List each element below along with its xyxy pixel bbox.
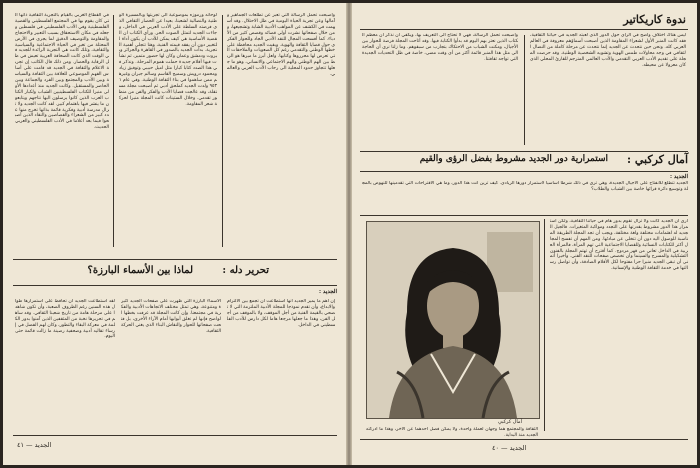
intro-rule [360,215,688,216]
top-column-2: واصبحت تحمل الرسالة، فهي لا تحتاج الى التعريف بها، ويكفي أن نذكر أن معظم الكتاب الذين نعتز بهم اليوم قد بدأوا الكتابة فيها. وقد أتاحت المجلة فرصة للحوار بين الأجيال، ومكنت الشباب من الاحتكاك بتجارب من سبقوهم. وما زلنا نرى أن الحاجة الى مثل هذا المنبر قائمة أكثر من أي وقت مضى، خاصة في ظل التحديات الجديدة التي تواجه ثقافتنا. [362,33,518,62]
right-page-folio: الجديد — ٤٠ [492,444,527,452]
left-page [3,3,346,465]
footer-rule [13,435,337,436]
left-page-folio: الجديد — ٤١ [17,441,52,449]
lower-column-1: لقد استطاعت الجديد أن تحافظ على استمرارها طوال هذه السنين رغم الظروف الصعبة، وأن تكون شاهدا على مرحلة هامة من تاريخ شعبنا الثقافي. وقد ساهم في تحريرها نخبة من المثقفين الذين آمنوا بدور الكلمة في معركة البقاء والتطور، وكان لهم الفضل في إرساء تقاليد أدبية وصحفية رصينة ما زالت قائمة حتى اليوم. [15,299,115,340]
headline-name: آمال كركبي : [626,153,688,166]
portrait-illustration [367,222,539,418]
section-rule [360,29,688,30]
headline-rule-top [360,151,688,152]
column-divider [544,219,545,431]
lower-column-2: الأسماء البارزة التي ظهرت على صفحات الجديد كثيرة ومتنوعة، وهي تمثل مختلف الاتجاهات الأدبية والفكرية في مجتمعنا. وإن كانت المجلة قد عرفت بخطها الواضح فإنها لم تغلق أبوابها أمام الآراء الأخرى، بل فتحت صفحاتها للحوار والنقاش البناء الذي يغني الحركة الثقافية. [121,299,221,334]
top-column-1: ليس هناك اختلاف واضح في الرأي حول الدور الذي لعبته الجديد في حياتنا الثقافية، فقد كانت المنبر الأول لشعراء المقاومة الذين أصبحت أسماؤهم معروفة في العالم العربي كله. ونحن حين نتحدث عن الجديد إنما نتحدث عن مرحلة كاملة من النضال الثقافي في وجه محاولات طمس الهوية وتشويه الشخصية الوطنية. وقد حرصت المجلة على تقديم الأدب العربي التقدمي والأدب العالمي المترجم للقارئ المحلي الذي كان معزولا عن محيطه. [530,33,686,68]
column-divider [524,35,525,145]
intro-text: الجديد تتطلع للانفتاح على الأجيال الجديدة، وهي ترى في ذلك شرطا أساسيا لاستمرار دورها الريادي. كيف ترين أنت هذا الدور، وما هي الاقتراحات التي تقدمينها للنهوض بالمجلة وتوسيع دائرة قرائها خاصة بين الشباب والطلاب؟ [362,181,688,192]
column-divider [113,15,114,247]
headline-rule-bottom [360,171,688,172]
column-divider [222,15,223,247]
bottom-text: الثقافة والمجتمع هما وجهان لعملة واحدة، ولا يمكن فصل أحدهما عن الآخر، وهذا ما أدركته الجديد منذ البداية. [366,427,538,437]
banner-title: لماذا بين الأسماء البارزة؟ [87,265,193,276]
banner-rule-top [13,259,337,260]
lower-column-3: إن أهم ما يميز الجديد أنها استطاعت أن تجمع بين الالتزام والابداع، وأن تقدم نموذجا للمجلة الأدبية الملتزمة التي لا تضحي بالقيمة الفنية من أجل الموقف، ولا بالموقف من أجل الفن، وهذا ما جعلها مرجعا هاما لكل دارس للأدب الفلسطيني في الداخل. [227,299,335,328]
left-page-column-1: في القطاع الغربي بالقيام بالتجربة الثقافية ذاتها التي كان يقوم بها في المجتمع الفلسطيني والقضية الفلسطينية وفي الأدب الفلسطيني في فلسطين وجعله في مكان الاستحقاق بسبب التعبير والاحتجاج والمقاومة والتوصيف الدقيق لما يجري في الأرض المحتلة من تغير في الحياة الاجتماعية والسياسية والثقافية، وتلك كانت هي التجربة الرائدة للجديد في الوقت الذي كانت الصحافة العربية تعيش في ظل الرقابة والحصار. ومن ذلك قال الكاتب إن تجربة الاعلام والثقافة في الجديد قد قامت على أساس الفهم الموضوعي للعلاقة بين الثقافة والسياسة وبين الأدب والمجتمع وبين الفرد والجماعة وبين الحاضر والمستقبل. وكانت الجديد منذ أعدادها الأولى منبرا للكتاب الفلسطينيين الشباب ولكبار الكتاب العرب الذين كانوا يرسلون اليها نتاجهم ويتابعون ما ينشر فيها باهتمام كبير. لقد كانت الجديد ولا تزال مدرسة أدبية وفكرية قائمة بذاتها تخرج منها عدد كبير من الشعراء والقصاصين والنقاد الذين أصبحوا فيما بعد أعلاما في الأدب الفلسطيني والعربي الحديث. [15,13,109,131]
left-page-column-3: واصبحت تحمل الرسالة التي تعبر عن تطلعات الجماهير وآمالها وعن تجربة الحياة اليومية في ظل الاحتلال. وقد أسهمت في الكشف عن المواهب الأدبية الشابة وتشجيعها، ومن خلال صفحاتها نشرت أولى قصائد وقصص كثير من الأدباء. كما أفسحت المجال للنقد الأدبي الجاد وللحوار الفكري حول قضايا الثقافة والهوية. وبقيت الجديد محافظة على خطها الوطني والتقدمي رغم كل الصعوبات والملاحقات التي تعرض لها محرروها وكتابها. ولعل أبرز ما ميزها هو الربط بين الهم الوطني والهم الاجتماعي والانساني، وهو ما جعلها تتجاوز حدود المحلية الى رحاب الأدب العربي والعالمي. [227,13,335,78]
headline-quote: استمرارية دور الجديد مشروط بفضل الرؤى والقيم [419,154,608,164]
magazine-spread [3,3,697,465]
banner-rule-bottom [13,285,337,286]
photo-caption: آمال كركبي [497,419,522,425]
portrait-photo [366,221,540,419]
answer-column: أرى أن الجديد كانت ولا تزال تقوم بدور هام في حياتنا الثقافية، ولكن استمرار هذا الدور مشروط بقدرتها على التجدد ومواكبة المتغيرات. فالجيل الجديد له اهتمامات مختلفة ولغة مختلفة، ويجب أن تجد المجلة الطريقة المناسبة للوصول اليه دون أن تتخلى عن مبادئها. ومن المهم أن تفسح المجال أكثر للكتابات النسائية وللقضايا الاجتماعية التي تهم المرأة، فالمرأة العربية في الداخل تعاني من قهر مزدوج. كما أقترح أن تهتم المجلة بالفنون التشكيلية والمسرح والسينما وأن تخصص صفحات للنقد الفني. وأخيرا أتمنى أن تبقى الجديد منبرا حرا مفتوحا لكل الأقلام الصادقة، وأن تواصل رسالتها في خدمة الثقافة الوطنية والإنسانية. [550,219,688,272]
right-page [352,3,697,465]
lower-intro-label: الجديد : [318,289,337,295]
footer-rule [360,439,688,440]
banner-prefix: تحرير دله : [222,265,269,276]
left-page-column-2: لوحاته ورموزه بموضوعية الى تجربتها وبالمسيرة الوطنية والنضالية لشعبنا، بعيدا عن الحصار الثقافي الذي فرضته السلطة على الأدب العربي في الداخل، وجاءت الجديد لتمثل الصوت الحر. ورأى الكتاب ان القضية الأساسية هي كيف يمكن للأدب أن يكون أداة للتغيير دون أن يفقد قيمته الفنية، وهنا تتجلى أهمية التجربة. بدأت الجديد بالصدور في القاهرة والجزائر وبيروت ودمشق وعمان وكان لها حضور متميز، ثم نشأت فيها أقلام جديدة حملت هموم المرحلة. ونذكر في هذا الصدد كتابا كبارا مثل اميل حبيبي وتوفيق زياد ومحمود درويش وسميح القاسم وسالم جبران وغيرهم ممن ساهموا في بناء الثقافة الوطنية. وفي عام ١٩٥٣ ولدت الجديد كملحق أدبي ثم أصبحت مجلة مستقلة، وقد عالجت قضايا الأدب والفكر والفن من منظور تقدمي. وخلال الستينات كانت المجلة منبرا لحركة شعر المقاومة. [119,13,217,107]
section-label: ندوة كاريكاتير [623,13,686,26]
intro-label: الجديد : [669,174,688,180]
